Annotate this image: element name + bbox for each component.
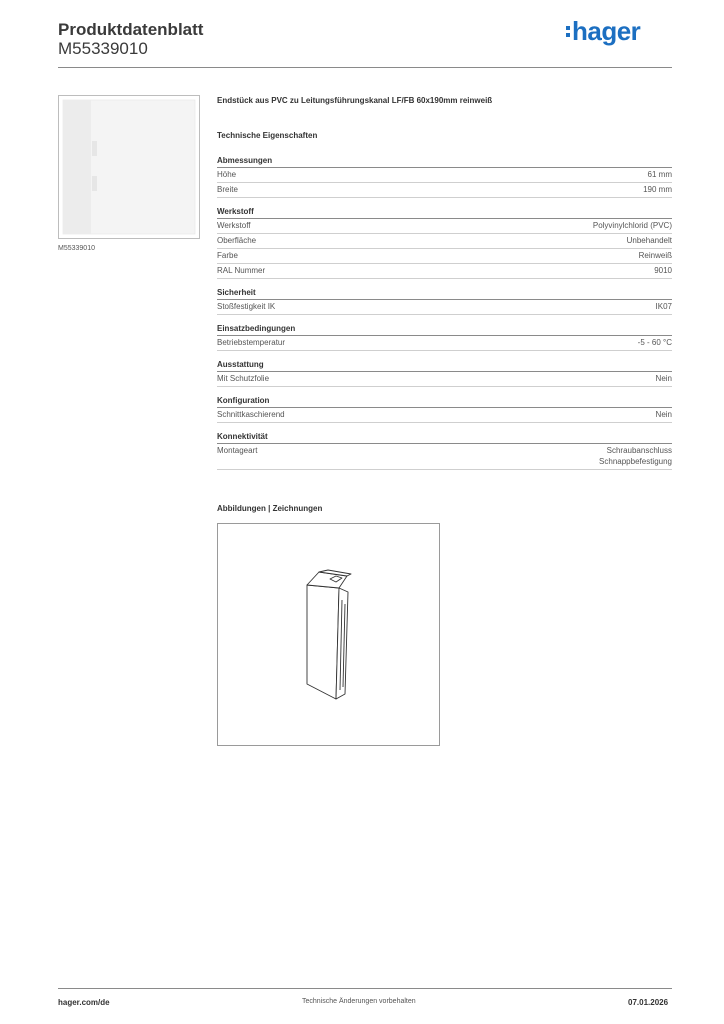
spec-label: Oberfläche: [217, 236, 257, 245]
spec-section-heading: Werkstoff: [217, 205, 672, 219]
product-thumbnail-image: [59, 96, 199, 238]
spec-section: [217, 358, 672, 387]
spec-value-line: 190 mm: [643, 185, 672, 194]
spec-value-line: 61 mm: [647, 170, 672, 179]
spec-value: [656, 373, 672, 384]
spec-value: [639, 250, 672, 261]
spec-value-line: Polyvinylchlorid (PVC): [592, 221, 672, 230]
spec-value: [638, 337, 672, 348]
spec-label: Breite: [217, 185, 238, 194]
spec-label: Höhe: [217, 170, 237, 179]
spec-value-line: Nein: [655, 410, 672, 419]
product-thumbnail: [58, 95, 200, 239]
document-title: Produktdatenblatt: [58, 20, 204, 39]
spec-label: Stoßfestigkeit IK: [217, 302, 276, 311]
hager-logo: [566, 16, 640, 47]
spec-section-heading: Einsatzbedingungen: [217, 322, 672, 336]
spec-table: [217, 154, 672, 477]
logo-mark-icon: [566, 23, 570, 40]
spec-label: Montageart: [217, 446, 258, 455]
spec-value: [656, 409, 672, 420]
spec-value: [648, 169, 672, 180]
spec-row: [217, 444, 672, 470]
spec-section: [217, 394, 672, 423]
spec-row: [217, 336, 672, 351]
spec-row: [217, 183, 672, 198]
spec-value: [593, 220, 672, 231]
logo-text: hager: [572, 16, 641, 46]
spec-label: RAL Nummer: [217, 266, 266, 275]
footer-website-link[interactable]: hager.com/de: [58, 998, 110, 1007]
spec-value-line: 9010: [654, 266, 672, 275]
end-cap-drawing: [218, 524, 439, 745]
spec-label: Farbe: [217, 251, 238, 260]
spec-section-heading: Konfiguration: [217, 394, 672, 408]
spec-value-line: Reinweiß: [638, 251, 672, 260]
footer-divider: [58, 988, 672, 989]
spec-value-line: -5 - 60 °C: [637, 338, 672, 347]
spec-row: [217, 234, 672, 249]
spec-row: [217, 219, 672, 234]
spec-section-heading: Konnektivität: [217, 430, 672, 444]
spec-value: [656, 301, 672, 312]
product-drawing: [217, 523, 440, 746]
spec-section: [217, 205, 672, 279]
spec-section: [217, 322, 672, 351]
spec-value-line: Schraubanschluss: [606, 446, 672, 455]
spec-section-heading: Abmessungen: [217, 154, 672, 168]
spec-row: [217, 264, 672, 279]
spec-value: [627, 235, 672, 246]
drawings-title: Abbildungen | Zeichnungen: [217, 504, 323, 513]
spec-section-heading: Ausstattung: [217, 358, 672, 372]
thumbnail-caption: M55339010: [58, 245, 95, 252]
tech-properties-title: Technische Eigenschaften: [217, 131, 318, 140]
footer-date: 07.01.2026: [628, 998, 669, 1007]
spec-value-line: Schnappbefestigung: [599, 457, 672, 466]
spec-row: [217, 300, 672, 315]
spec-section: [217, 286, 672, 315]
spec-label: Betriebstemperatur: [217, 338, 286, 347]
spec-value: [654, 265, 672, 276]
spec-value: [643, 184, 672, 195]
spec-row: [217, 372, 672, 387]
spec-section: [217, 430, 672, 470]
spec-value-line: IK07: [655, 302, 672, 311]
spec-label: Mit Schutzfolie: [217, 374, 270, 383]
spec-section-heading: Sicherheit: [217, 286, 672, 300]
spec-value: [599, 445, 672, 467]
spec-row: [217, 408, 672, 423]
header-divider: [58, 67, 672, 68]
spec-label: Werkstoff: [217, 221, 251, 230]
spec-row: [217, 249, 672, 264]
spec-row: [217, 168, 672, 183]
spec-label: Schnittkaschierend: [217, 410, 285, 419]
product-description: Endstück aus PVC zu Leitungsführungskanal LF/FB 60x190mm reinweiß: [217, 96, 493, 105]
footer-disclaimer: Technische Änderungen vorbehalten: [302, 998, 416, 1005]
spec-value-line: Nein: [655, 374, 672, 383]
product-number: M55339010: [58, 39, 148, 58]
spec-value-line: Unbehandelt: [626, 236, 672, 245]
spec-section: [217, 154, 672, 198]
